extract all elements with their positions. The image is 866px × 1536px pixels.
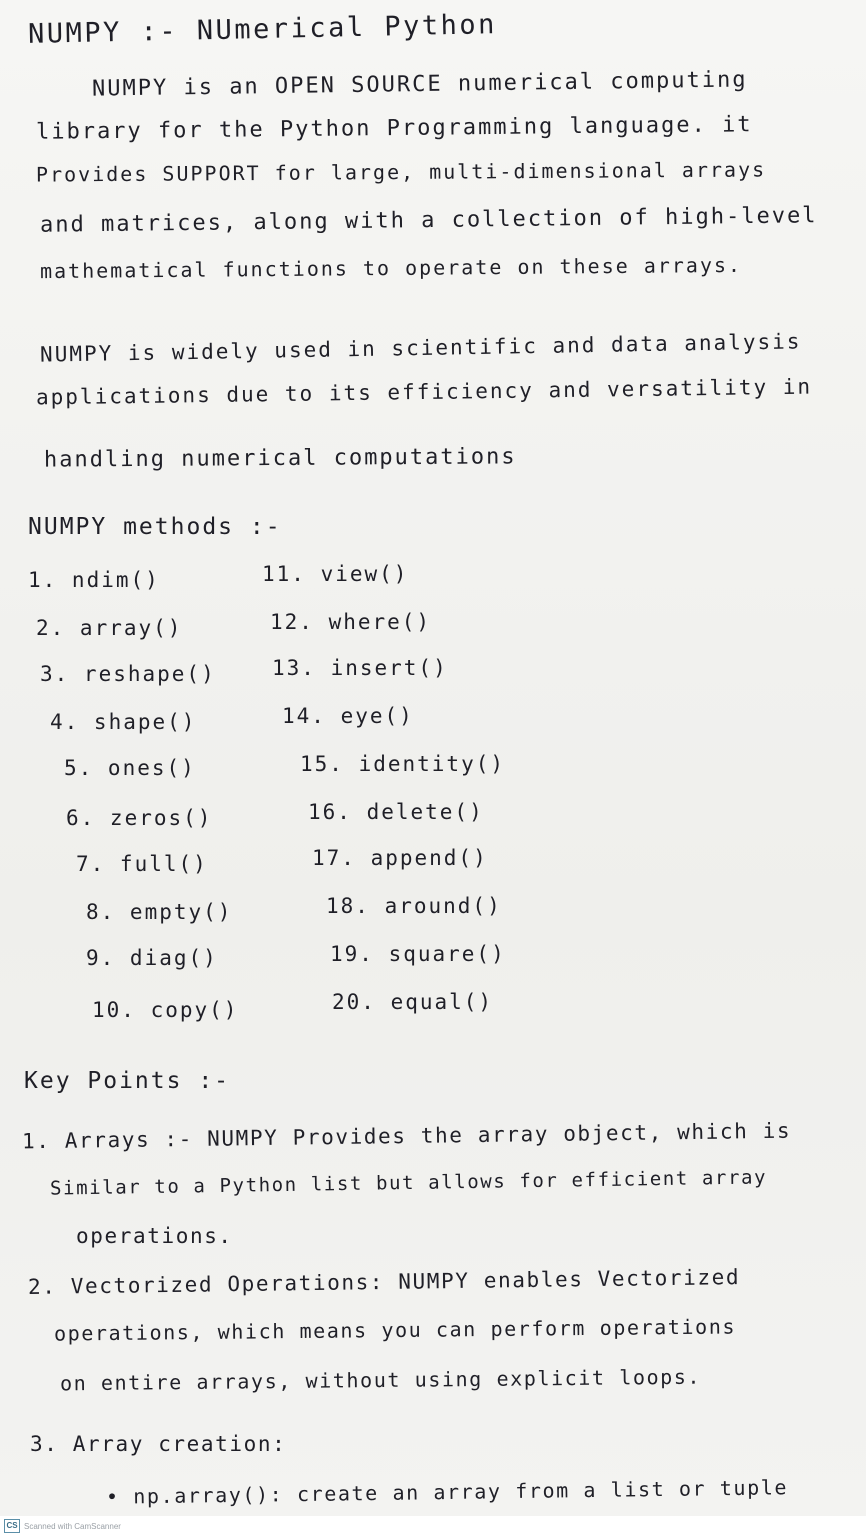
usage-line: applications due to its efficiency and versatility in: [35, 374, 813, 410]
intro-line: NUMPY is an OPEN SOURCE numerical computing: [91, 67, 748, 102]
scanner-footer: [0, 1516, 866, 1536]
method-item: 20. equal(): [332, 990, 494, 1014]
method-item: 2. array(): [36, 616, 183, 640]
key-point-line: Similar to a Python list but allows for efficient array: [49, 1166, 768, 1200]
method-item: 12. where(): [270, 610, 432, 634]
method-item: 1. ndim(): [28, 568, 160, 592]
key-point-line: 3. Array creation:: [30, 1432, 287, 1456]
method-item: 15. identity(): [300, 752, 506, 776]
method-item: 6. zeros(): [66, 806, 213, 830]
method-item: 3. reshape(): [40, 662, 216, 686]
key-points-heading: Key Points :-: [24, 1068, 231, 1094]
method-item: 5. ones(): [64, 756, 196, 780]
key-point-line: 1. Arrays :- NUMPY Provides the array object, which is: [21, 1118, 792, 1154]
method-item: 19. square(): [330, 942, 506, 966]
method-item: 7. full(): [76, 852, 208, 876]
method-item: 9. diag(): [86, 946, 218, 970]
key-point-line: 2. Vectorized Operations: NUMPY enables Vectorized: [27, 1265, 741, 1299]
key-point-line: • np.array(): create an array from a list or tuple: [105, 1475, 789, 1509]
intro-line: mathematical functions to operate on these arrays.: [39, 252, 743, 284]
usage-line: handling numerical computations: [43, 444, 517, 473]
method-item: 16. delete(): [308, 800, 484, 824]
methods-heading: NUMPY methods :-: [28, 514, 282, 540]
key-point-line: operations, which means you can perform operations: [53, 1314, 737, 1346]
method-item: 13. insert(): [272, 656, 448, 680]
usage-line: NUMPY is widely used in scientific and data analysis: [39, 329, 802, 367]
method-item: 11. view(): [262, 562, 409, 586]
key-point-line: on entire arrays, without using explicit loops.: [59, 1364, 702, 1396]
intro-line: library for the Python Programming language. it: [35, 112, 753, 145]
method-item: 14. eye(): [282, 704, 414, 728]
page-title: NUMPY :- NUmerical Python: [27, 9, 498, 50]
method-item: 8. empty(): [86, 900, 233, 924]
method-item: 4. shape(): [50, 710, 197, 734]
method-item: 18. around(): [326, 894, 502, 918]
intro-line: Provides SUPPORT for large, multi-dimensional arrays: [35, 157, 767, 187]
key-point-line: operations.: [76, 1224, 233, 1248]
scanner-watermark-text: Scanned with CamScanner: [24, 1521, 121, 1531]
method-item: 10. copy(): [92, 998, 239, 1022]
camscanner-logo: CS: [4, 1519, 20, 1533]
intro-line: and matrices, along with a collection of high-level: [39, 203, 818, 238]
method-item: 17. append(): [312, 846, 488, 870]
